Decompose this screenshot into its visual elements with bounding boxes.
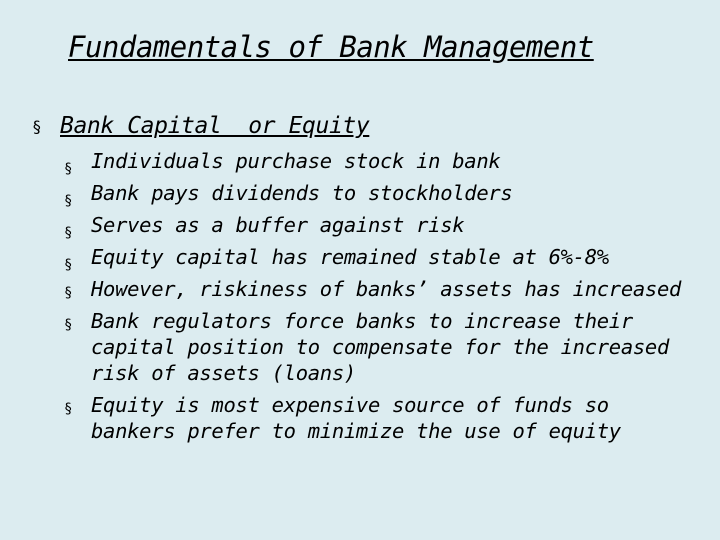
sub-bullet-text: Equity capital has remained stable at 6%-8% [91,245,609,269]
bullet-marker: § [64,193,73,209]
sub-bullet-text: Equity is most expensive source of funds so bankers prefer to minimize the use of equity [91,393,621,443]
sub-bullet-text: Serves as a buffer against risk [91,213,465,237]
bullet-marker: § [64,225,73,241]
sub-bullet-text: Individuals purchase stock in bank [91,149,501,173]
sub-bullet-item [64,276,704,302]
bullet-marker: § [64,285,73,301]
bullet-marker: § [64,257,73,273]
sub-bullet-text: Bank regulators force banks to increase their capital position to compensate for the increased risk of assets (loans) [91,309,670,385]
sub-bullet-item [64,392,704,444]
sub-bullet-text: Bank pays dividends to stockholders [91,181,513,205]
bullet-marker: § [64,317,73,333]
bullet-marker: § [64,401,73,417]
sub-bullet-item [64,177,704,209]
sub-bullet-item [64,145,704,177]
slide-title: Fundamentals of Bank Management [68,30,594,64]
bullet-marker: § [32,117,42,136]
main-bullet-text: Bank Capital or Equity [60,113,370,139]
sub-bullet-item [64,241,704,273]
bullet-marker: § [64,161,73,177]
sub-bullet-text: However, riskiness of banks’ assets has increased [91,277,682,301]
sub-bullet-item [64,209,704,241]
sub-bullet-item [64,308,704,386]
sub-bullet-list [64,145,704,444]
